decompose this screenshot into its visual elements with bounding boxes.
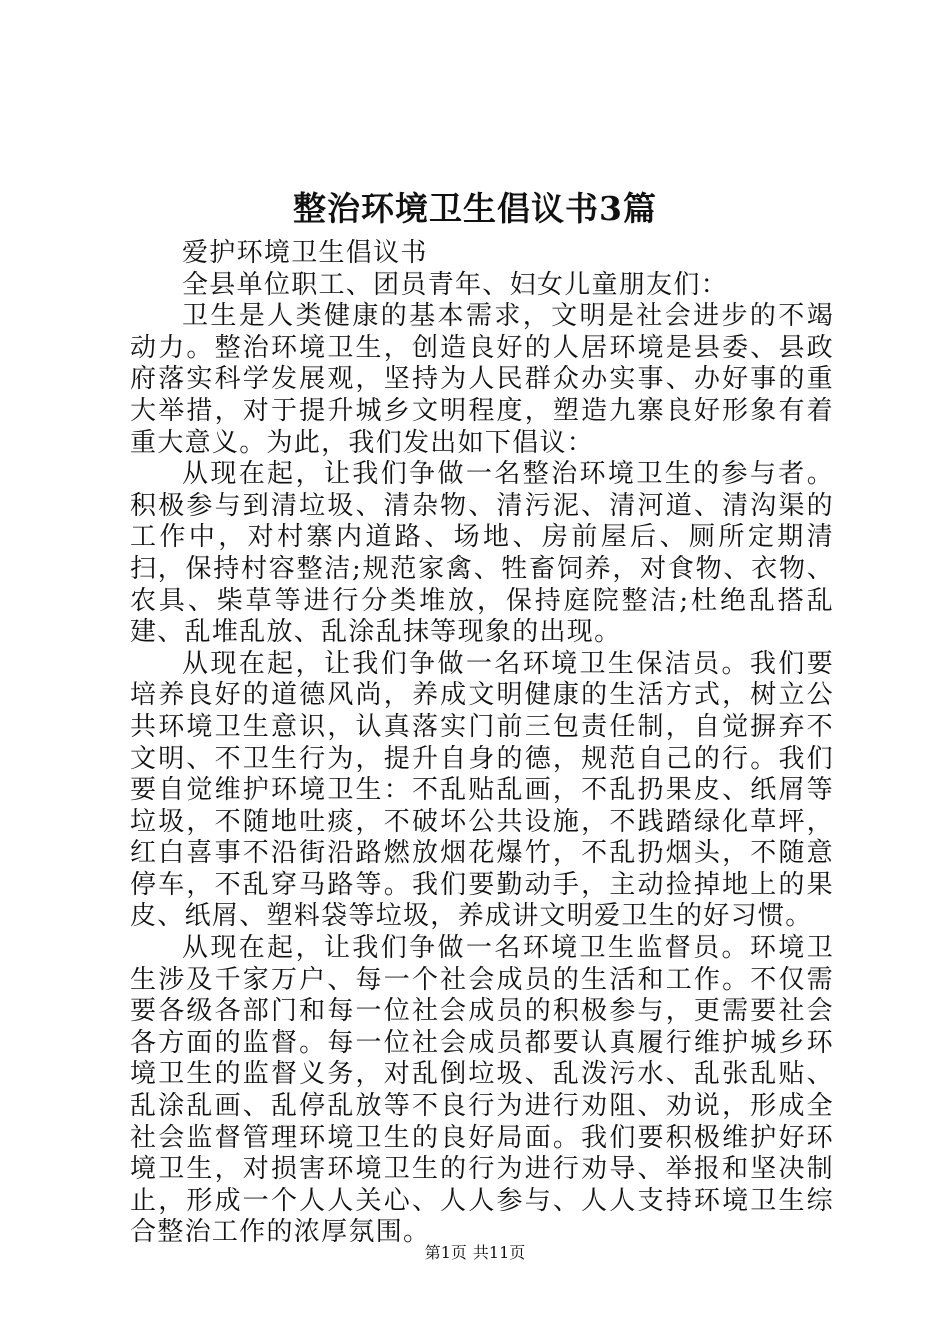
document-body: [130, 238, 834, 1249]
document-title: 整治环境卫生倡议书3篇: [293, 189, 657, 228]
paragraph-supervisor: 从现在起，让我们争做一名环境卫生监督员。环境卫生涉及千家万户、每一个社会成员的生活和工作。不仅需要各级各部门和每一位社会成员的积极参与，更需要社会各方面的监督。每一位社会成员都要认真履行维护城乡环境卫生的监督义务，对乱倒垃圾、乱泼污水、乱张乱贴、乱涂乱画、乱停乱放等不良行为进行劝阻、劝说，形成全社会监督管理环境卫生的良好局面。我们要积极维护好环境卫生，对损害环境卫生的行为进行劝导、举报和坚决制止，形成一个人人关心、人人参与、人人支持环境卫生综合整治工作的浓厚氛围。: [130, 933, 834, 1248]
subtitle: 爱护环境卫生倡议书: [182, 238, 428, 268]
paragraph-cleaner: 从现在起，让我们争做一名环境卫生保洁员。我们要培养良好的道德风尚，养成文明健康的生活方式，树立公共环境卫生意识，认真落实门前三包责任制，自觉摒弃不文明、不卫生行为，提升自身的德，规范自己的行。我们要自觉维护环境卫生：不乱贴乱画，不乱扔果皮、纸屑等垃圾，不随地吐痰，不破坏公共设施，不践踏绿化草坪，红白喜事不沿街沿路燃放烟花爆竹，不乱扔烟头，不随意停车，不乱穿马路等。我们要勤动手，主动捡掉地上的果皮、纸屑、塑料袋等垃圾，养成讲文明爱卫生的好习惯。: [130, 648, 834, 932]
page-total: 共11页: [472, 1243, 526, 1262]
page-footer: [0, 1242, 950, 1264]
paragraph-participant: 从现在起，让我们争做一名整治环境卫生的参与者。积极参与到清垃圾、清杂物、清污泥、清河道、清沟渠的工作中，对村寨内道路、场地、房前屋后、厕所定期清扫，保持村容整洁;规范家禽、牲畜饲养，对食物、衣物、农具、柴草等进行分类堆放，保持庭院整洁;杜绝乱搭乱建、乱堆乱放、乱涂乱抹等现象的出现。: [130, 459, 834, 648]
page-number: 第1页: [424, 1243, 467, 1262]
paragraph-intro: 卫生是人类健康的基本需求，文明是社会进步的不竭动力。整治环境卫生，创造良好的人居环境是县委、县政府落实科学发展观，坚持为人民群众办实事、办好事的重大举措，对于提升城乡文明程度，塑造九寨良好形象有着重大意义。为此，我们发出如下倡议：: [130, 301, 834, 458]
salutation: 全县单位职工、团员青年、妇女儿童朋友们：: [182, 269, 729, 300]
